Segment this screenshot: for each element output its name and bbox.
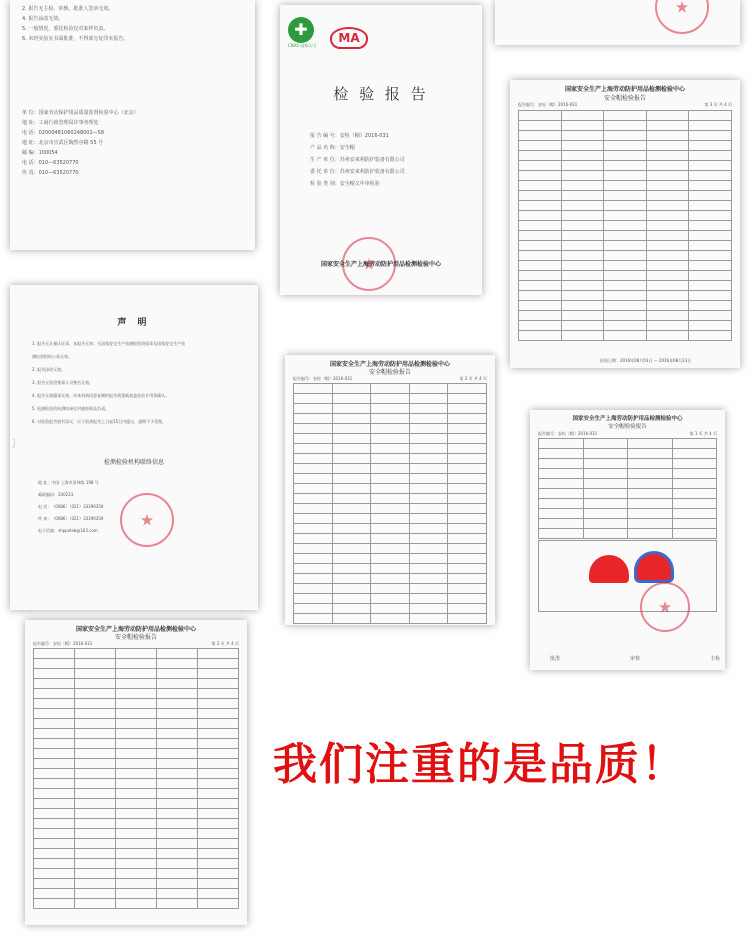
- red-seal-stamp: [640, 582, 690, 632]
- contact-line: 传 真：（0086）（021）33390359: [38, 516, 104, 521]
- results-table: [33, 648, 239, 909]
- statement-line: 6. 对检验报告如有异议，应于收到报告之日起15日内提出，逾期不予受理。: [32, 419, 167, 424]
- note-line: 6. 未经实验室书面批准，不得部分复印本报告。: [22, 36, 129, 42]
- address-line: 地 址：工商行政管理局许事务理处: [22, 120, 99, 126]
- info-table: [538, 438, 717, 539]
- quality-slogan: 我们注重的是品质！: [273, 739, 687, 790]
- note-line: 2. 报告无主检、审核、批准人签章无效。: [22, 6, 114, 12]
- address-line: 邮 编：100054: [22, 150, 58, 156]
- address-line: 单 位：国家劳动保护用品质量监督检验中心（北京）: [22, 110, 139, 116]
- report-subtitle: 安全帽检验报告: [603, 95, 646, 102]
- report-subtitle: 安全帽检验报告: [368, 369, 411, 376]
- sign-label-approve: 批准: [550, 656, 561, 662]
- report-page-results-middle: [285, 355, 495, 625]
- cover-footer: 国家安全生产上海劳动防护用品检测检验中心: [320, 261, 441, 268]
- cover-field: 生 产 单 位：苏州安来利防护装备有限公司: [310, 157, 405, 163]
- cover-field: 报 告 编 号：安检（帽）2016-031: [310, 133, 389, 139]
- red-helmet-image: [589, 555, 629, 583]
- cnas-logo-caption: CNAS 国家认可: [287, 43, 317, 48]
- report-subtitle: 安全帽检验报告: [608, 424, 647, 430]
- page-number: 第 2 页 共 4 页: [211, 641, 239, 646]
- page-number: 第 2 页 共 4 页: [459, 376, 487, 381]
- statement-title: 声 明: [117, 318, 151, 328]
- report-page-results-bottom: [25, 620, 247, 925]
- contact-line: 邮政编码：200233: [38, 492, 74, 497]
- edge-seal-mark: 〕: [12, 439, 22, 450]
- contact-title: 检测检验机构联络信息: [103, 459, 164, 466]
- contact-line: 地 址：中国·上海市田林路 198 号: [38, 480, 99, 485]
- statement-line: 测检验机构公章无效。: [32, 354, 72, 359]
- report-page-notes: [10, 0, 255, 250]
- note-line: 5. 一般情况，委托检验仅对来样负责。: [22, 26, 109, 32]
- cover-field: 委 托 单 位：苏州安来利防护装备有限公司: [310, 169, 405, 175]
- statement-line: 4. 报告无骑缝章无效，经本机构同意复制的报告需重新加盖检验专用章确认。: [32, 393, 170, 398]
- report-number: 报告编号：安检（帽）2016-031: [293, 376, 353, 381]
- report-page-statement: [10, 285, 258, 610]
- address-line: 电 话：010—63520770: [22, 160, 79, 166]
- note-line: 4. 报告涂改无效。: [22, 16, 64, 22]
- sign-label-inspector: 主检: [709, 656, 720, 662]
- center-name: 国家安全生产上海劳动防护用品检测检验中心: [564, 86, 685, 93]
- report-page-results-right: [510, 80, 740, 368]
- sign-label-review: 审核: [629, 656, 640, 662]
- cnas-logo: ✚: [288, 17, 314, 43]
- address-line: 地 址：北京市宣武区陶然亭路 55 号: [22, 140, 104, 146]
- cover-field: 检 验 类 别：安全帽又年审检验: [310, 181, 380, 187]
- center-name: 国家安全生产上海劳动防护用品检测检验中心: [572, 416, 683, 422]
- red-seal-stamp: [120, 493, 174, 547]
- results-table: [518, 110, 732, 341]
- report-number: 报告编号：安检（帽）2016-031: [33, 641, 93, 646]
- report-number: 报告编号：安检（帽）2016-031: [538, 431, 598, 436]
- report-page-fragment: [495, 0, 740, 45]
- statement-line: 1. 报告无计量认证章，本报告无效；无国家安全生产检测检验资质章及国家安全生产检: [32, 341, 186, 346]
- center-name: 国家安全生产上海劳动防护用品检测检验中心: [75, 626, 196, 633]
- report-number: 报告编号：安检（帽）2016-031: [518, 102, 578, 107]
- inspection-date: 检验日期：2016年08月03日 — 2016年08月23日: [600, 358, 692, 363]
- contact-line: 电子信箱：shppelab@163.com: [38, 528, 98, 533]
- address-line: 传 真：010—63520770: [22, 170, 79, 176]
- statement-line: 3. 报告无检验签章人员签名无效。: [32, 380, 94, 385]
- report-cover-page: [280, 5, 482, 295]
- cover-field: 产 品 名 称：安全帽: [310, 145, 355, 151]
- center-name: 国家安全生产上海劳动防护用品检测检验中心: [329, 361, 450, 368]
- statement-line: 5. 检测检验的检测结果仅对被检样品负责。: [32, 406, 110, 411]
- cover-title: 检 验 报 告: [333, 85, 429, 103]
- cma-logo: MA: [330, 27, 368, 49]
- statement-line: 2. 报告涂改无效。: [32, 367, 66, 372]
- sample-photo-box: [538, 540, 717, 612]
- contact-line: 电 话：（0086）（021）33390359: [38, 504, 104, 509]
- page-number: 第 3 页 共 4 页: [704, 102, 732, 107]
- results-table: [293, 383, 487, 624]
- red-seal-stamp: [655, 0, 709, 34]
- address-line: 电 话：02000481060248002—58: [22, 130, 105, 136]
- report-page-photo: [530, 410, 725, 670]
- red-helmet-image: [634, 551, 674, 583]
- page-number: 第 1 页 共 4 页: [689, 431, 717, 436]
- report-subtitle: 安全帽检验报告: [114, 634, 157, 641]
